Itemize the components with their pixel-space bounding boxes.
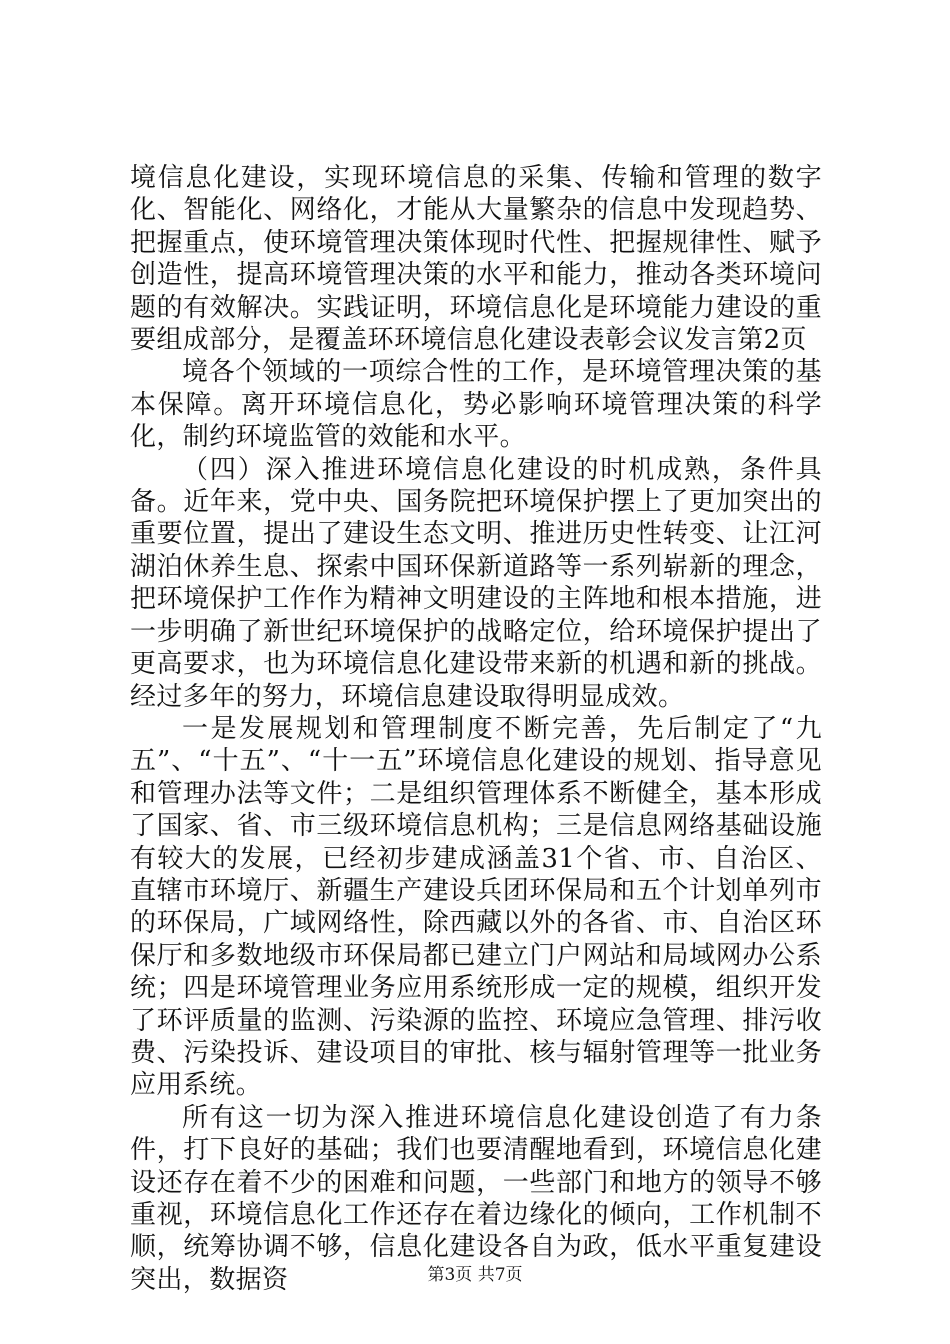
paragraph-continuation: 境信息化建设，实现环境信息的采集、传输和管理的数字化、智能化、网络化，才能从大量繁杂的信息中发现趋势、把握重点，使环境管理决策体现时代性、把握规律性、赋予创造性，提高环境管理决策的水平和能力，推动各类环境问题的有效解决。实践证明，环境信息化是环境能力建设的重要组成部分，是覆盖环环境信息化建设表彰会议发言第2页 <box>130 163 822 356</box>
paragraph-achievements: 一是发展规划和管理制度不断完善，先后制定了“九五”、“十五”、“十一五”环境信息化建设的规划、指导意见和管理办法等文件；二是组织管理体系不断健全，基本形成了国家、省、市三级环境信息机构；三是信息网络基础设施有较大的发展，已经初步建成涵盖31个省、市、自治区、直辖市环境厅、新疆生产建设兵团环保局和五个计划单列市的环保局，广域网络性，除西藏以外的各省、市、自治区环保厅和多数地级市环保局都已建立门户网站和局域网办公系统；四是环境管理业务应用系统形成一定的规模，组织开发了环评质量的监测、污染源的监控、环境应急管理、排污收费、污染投诉、建设项目的审批、核与辐射管理等一批业务应用系统。 <box>130 713 822 1101</box>
page-footer: 第3页 共7页 <box>427 1265 523 1285</box>
body-text <box>130 162 822 1296</box>
paragraph-environment-info-scope: 境各个领域的一项综合性的工作，是环境管理决策的基本保障。离开环境信息化，势必影响环境管理决策的科学化，制约环境监管的效能和水平。 <box>130 357 822 453</box>
paragraph-problems: 所有这一切为深入推进环境信息化建设创造了有力条件，打下良好的基础；我们也要清醒地看到，环境信息化建设还存在着不少的困难和问题，一些部门和地方的领导不够重视，环境信息化工作还存在着边缘化的倾向，工作机制不顺，统筹协调不够，信息化建设各自为政，低水平重复建设突出，数据资 <box>130 1102 822 1295</box>
paragraph-timing-conditions: （四）深入推进环境信息化建设的时机成熟，条件具备。近年来，党中央、国务院把环境保护摆上了更加突出的重要位置，提出了建设生态文明、推进历史性转变、让江河湖泊休养生息、探索中国环保新道路等一系列崭新的理念，把环境保护工作作为精神文明建设的主阵地和根本措施，进一步明确了新世纪环境保护的战略定位，给环境保护提出了更高要求，也为环境信息化建设带来新的机遇和新的挑战。经过多年的努力，环境信息建设取得明显成效。 <box>130 454 822 712</box>
